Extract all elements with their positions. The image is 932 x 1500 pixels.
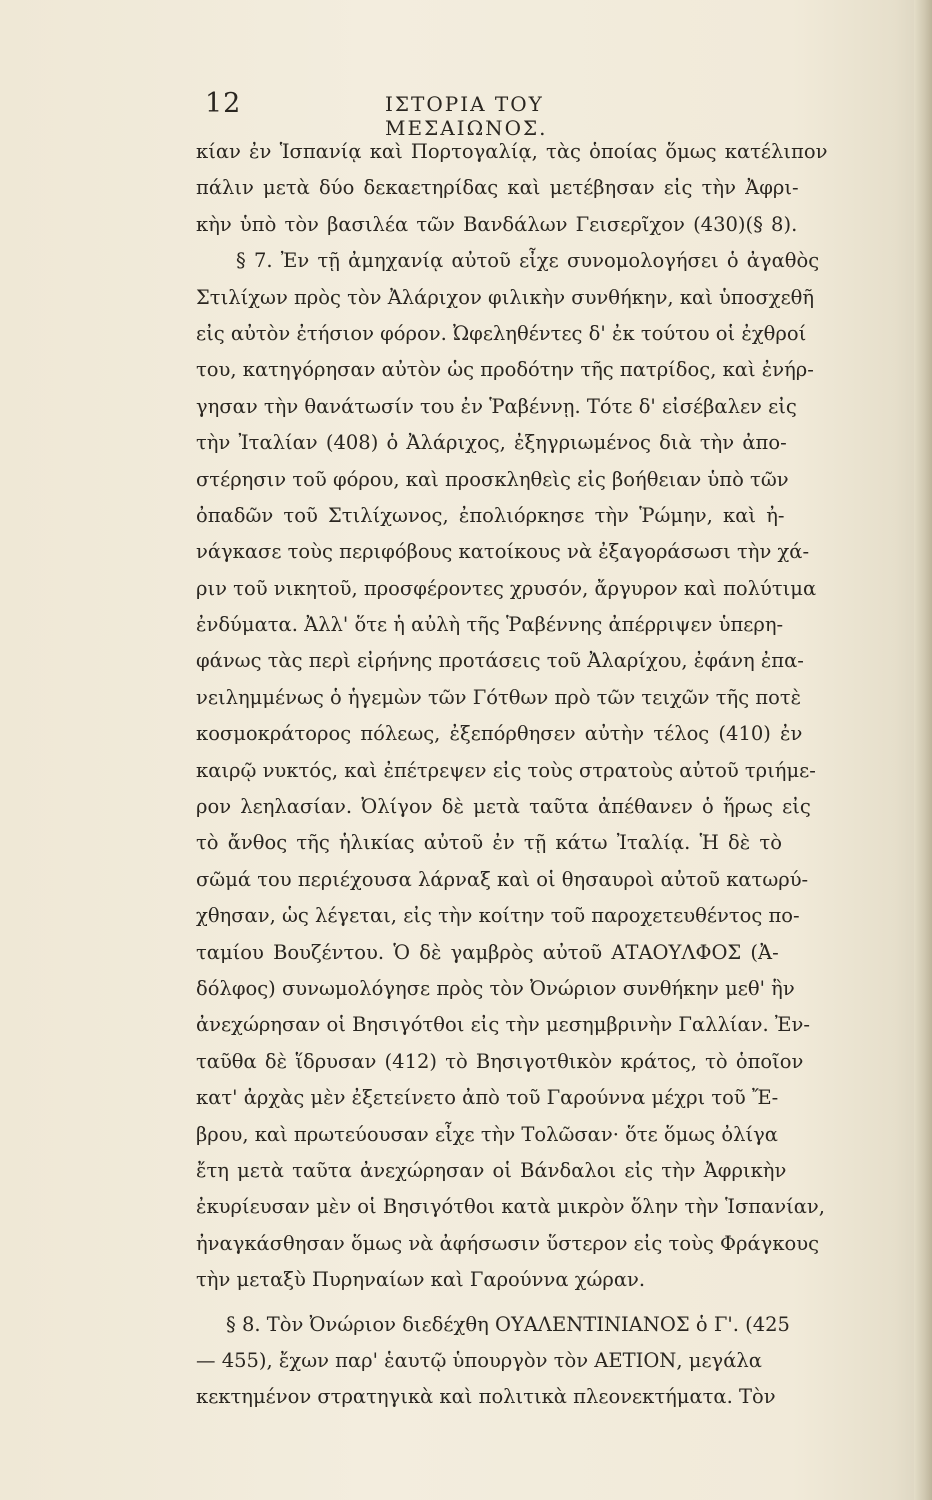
text-line: ριν τοῦ νικητοῦ, προσφέροντες χρυσόν, ἄργυρον καὶ πολύτιμα (196, 576, 817, 600)
text-line: κατ' ἀρχὰς μὲν ἐξετείνετο ἀπὸ τοῦ Γαρούννα μέχρι τοῦ Ἔ- (196, 1086, 779, 1110)
text-line: νειλημμένως ὁ ἡγεμὼν τῶν Γότθων πρὸ τῶν τειχῶν τῆς ποτὲ (196, 685, 802, 709)
text-line: τὴν Ἰταλίαν (408) ὁ Ἀλάριχος, ἐξηγριωμένος διὰ τὴν ἀπο- (196, 431, 787, 455)
text-line: στέρησιν τοῦ φόρου, καὶ προσκληθεὶς εἰς βοήθειαν ὑπὸ τῶν (196, 467, 789, 491)
text-line: ταμίου Βουζέντου. Ὁ δὲ γαμβρὸς αὐτοῦ ΑΤΑΟΥΛΦΟΣ (Ἀ- (196, 940, 779, 964)
page-header (205, 88, 705, 140)
running-title: ΙΣΤΟΡΙΑ ΤΟΥ ΜΕΣΑΙΩΝΟΣ. (385, 92, 548, 140)
text-line: σῶμά του περιέχουσα λάρναξ καὶ οἱ θησαυροὶ αὐτοῦ κατωρύ- (196, 867, 809, 891)
page-number: 12 (205, 88, 242, 119)
text-line: κοσμοκράτορος πόλεως, ἐξεπόρθησεν αὐτὴν τέλος (410) ἐν (196, 722, 803, 746)
text-line: ἔτη μετὰ ταῦτα ἀνεχώρησαν οἱ Βάνδαλοι εἰς τὴν Ἀφρικὴν (196, 1158, 787, 1182)
text-line: ἀνεχώρησαν οἱ Βησιγότθοι εἰς τὴν μεσημβρινὴν Γαλλίαν. Ἐν- (196, 1013, 810, 1037)
text-line: — 455), ἔχων παρ' ἑαυτῷ ὑπουργὸν τὸν ΑΕΤΙΟΝ, μεγάλα (196, 1348, 762, 1372)
text-line: ὀπαδῶν τοῦ Στιλίχωνος, ἐπολιόρκησε τὴν Ῥώμην, καὶ ἠ- (196, 503, 785, 527)
binding-edge (914, 0, 932, 1500)
text-line: φάνως τὰς περὶ εἰρήνης προτάσεις τοῦ Ἀλαρίχου, ἐφάνη ἐπα- (196, 649, 804, 673)
text-line: § 8. Τὸν Ὀνώριον διεδέχθη ΟΥΑΛΕΝΤΙΝΙΑΝΟΣ ὁ Γ'. (425 (226, 1312, 790, 1336)
text-line: δόλφος) συνωμολόγησε πρὸς τὸν Ὀνώριον συνθήκην μεθ' ἣν (196, 976, 795, 1000)
body-text (196, 134, 876, 1416)
text-line: ἐνδύματα. Ἀλλ' ὅτε ἡ αὐλὴ τῆς Ῥαβέννης ἀπέρριψεν ὑπερη- (196, 613, 784, 637)
text-line: γησαν τὴν θανάτωσίν του ἐν Ῥαβέννῃ. Τότε δ' εἰσέβαλεν εἰς (196, 394, 797, 418)
text-line: § 7. Ἐν τῇ ἀμηχανίᾳ αὐτοῦ εἶχε συνομολογήσει ὁ ἀγαθὸς (236, 249, 820, 273)
text-line: πάλιν μετὰ δύο δεκαετηρίδας καὶ μετέβησαν εἰς τὴν Ἀφρι- (196, 176, 799, 200)
text-line: ἠναγκάσθησαν ὅμως νὰ ἀφήσωσιν ὕστερον εἰς τοὺς Φράγκους (196, 1231, 820, 1255)
text-line: ρον λεηλασίαν. Ὀλίγον δὲ μετὰ ταῦτα ἀπέθανεν ὁ ἥρως εἰς (196, 795, 811, 819)
text-line: τὴν μεταξὺ Πυρηναίων καὶ Γαρούννα χώραν. (196, 1268, 646, 1292)
text-line: κὴν ὑπὸ τὸν βασιλέα τῶν Βανδάλων Γεισερῖχον (430)(§ 8). (196, 212, 798, 236)
text-line: ταῦθα δὲ ἵδρυσαν (412) τὸ Βησιγοτθικὸν κράτος, τὸ ὁποῖον (196, 1049, 804, 1073)
text-line: τὸ ἄνθος τῆς ἡλικίας αὐτοῦ ἐν τῇ κάτω Ἰταλίᾳ. Ἡ δὲ τὸ (196, 831, 782, 855)
text-line: ἐκυρίευσαν μὲν οἱ Βησιγότθοι κατὰ μικρὸν ὅλην τὴν Ἱσπανίαν, (196, 1195, 825, 1219)
text-line: χθησαν, ὡς λέγεται, εἰς τὴν κοίτην τοῦ παροχετευθέντος πο- (196, 904, 800, 928)
text-line: Στιλίχων πρὸς τὸν Ἀλάριχον φιλικὴν συνθήκην, καὶ ὑποσχεθῆ (196, 285, 815, 309)
text-line: του, κατηγόρησαν αὐτὸν ὡς προδότην τῆς πατρίδος, καὶ ἐνήρ- (196, 358, 814, 382)
text-line: κίαν ἐν Ἱσπανίᾳ καὶ Πορτογαλίᾳ, τὰς ὁποίας ὅμως κατέλιπον (196, 140, 828, 163)
text-line: εἰς αὐτὸν ἐτήσιον φόρον. Ὠφεληθέντες δ' ἐκ τούτου οἱ ἐχθροί (196, 321, 807, 345)
text-line: κεκτημένον στρατηγικὰ καὶ πολιτικὰ πλεονεκτήματα. Τὸν (196, 1385, 776, 1409)
text-line: βρου, καὶ πρωτεύουσαν εἶχε τὴν Τολῶσαν· ὅτε ὅμως ὀλίγα (196, 1122, 778, 1146)
text-line: νάγκασε τοὺς περιφόβους κατοίκους νὰ ἐξαγοράσωσι τὴν χά- (196, 540, 810, 564)
paragraph-gap (196, 1299, 876, 1307)
text-line: καιρῷ νυκτός, καὶ ἐπέτρεψεν εἰς τοὺς στρατοὺς αὐτοῦ τριήμε- (196, 758, 816, 782)
